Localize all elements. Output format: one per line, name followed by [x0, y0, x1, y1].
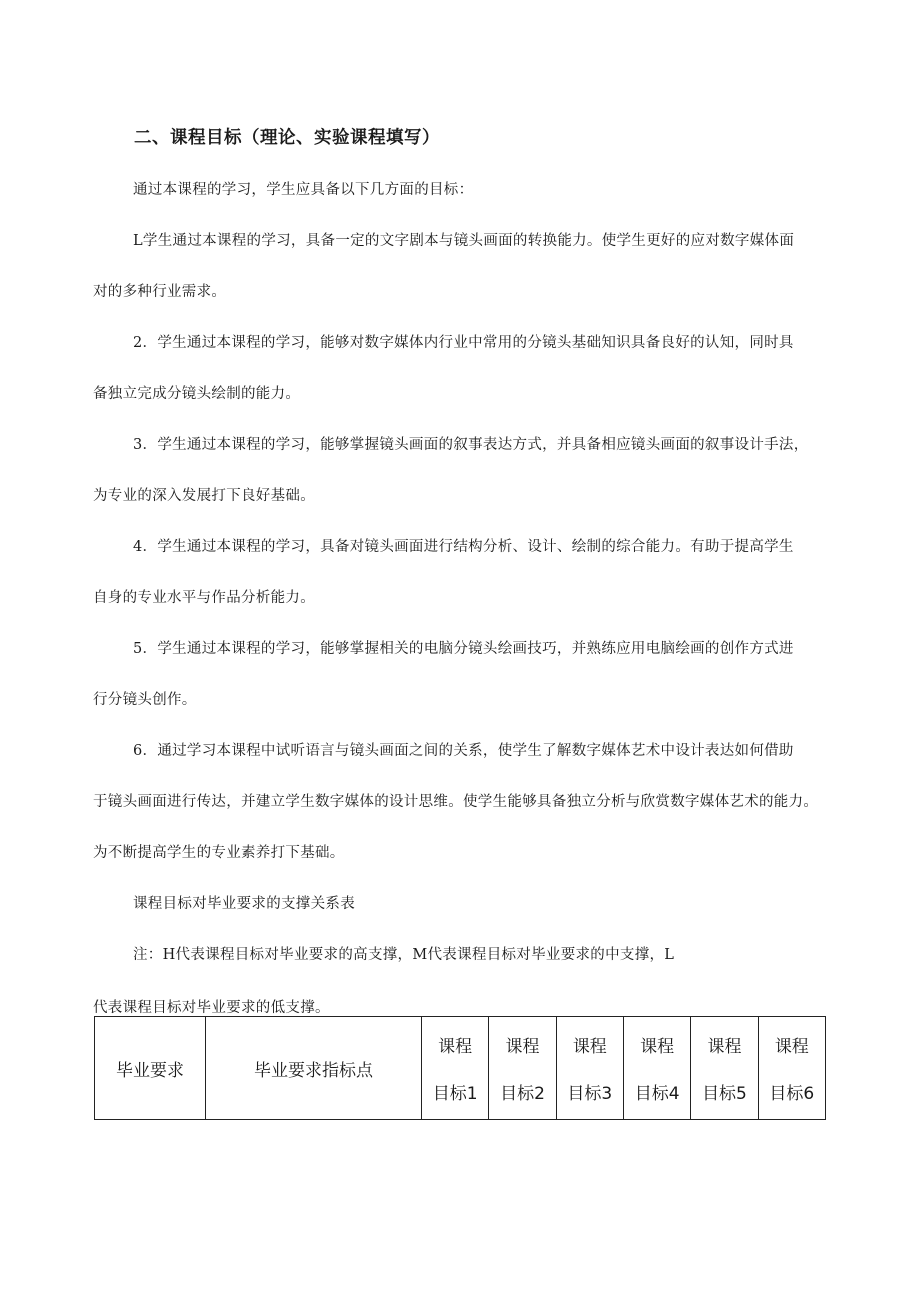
goal-2-label-bottom: 目标2 — [500, 1084, 545, 1104]
goal-2-line-2: 备独立完成分镜头绘制的能力。 — [93, 386, 301, 402]
table-header-row — [95, 1017, 826, 1120]
note-line-2: 代表课程目标对毕业要求的低支撑。 — [93, 1000, 330, 1016]
header-goal-1 — [422, 1017, 489, 1120]
goal-6-line-3: 为不断提高学生的专业素养打下基础。 — [93, 845, 345, 861]
goal-2-label-top: 课程 — [505, 1037, 540, 1057]
goal-3-label-bottom: 目标3 — [567, 1084, 613, 1104]
header-indicator: 毕业要求指标点 — [206, 1017, 422, 1120]
goal-4-line-1: 4．学生通过本课程的学习，具备对镜头画面进行结构分析、设计、绘制的综合能力。有助于提高学生 — [133, 539, 794, 555]
goal-4-line-2: 自身的专业水平与作品分析能力。 — [93, 590, 315, 606]
header-goal-3 — [556, 1017, 623, 1120]
goal-6-label-bottom: 目标6 — [769, 1084, 815, 1104]
goal-6-line-2: 于镜头画面进行传达，并建立学生数字媒体的设计思维。使学生能够具备独立分析与欣赏数字媒体艺术的能力。 — [93, 794, 819, 810]
support-table — [94, 1016, 826, 1120]
goal-1-label-bottom: 目标1 — [432, 1084, 478, 1104]
header-goal-2 — [489, 1017, 556, 1120]
goal-2-line-1: 2．学生通过本课程的学习，能够对数字媒体内行业中常用的分镜头基础知识具备良好的认知，同时具 — [133, 335, 794, 351]
goal-6-line-1: 6．通过学习本课程中试听语言与镜头画面之间的关系，使学生了解数字媒体艺术中设计表达如何借助 — [133, 743, 794, 759]
goal-1-label-top: 课程 — [438, 1037, 473, 1057]
goal-4-label-bottom: 目标4 — [634, 1084, 680, 1104]
intro-text: 通过本课程的学习，学生应具备以下几方面的目标： — [133, 182, 474, 198]
section-heading: 二、课程目标（理论、实验课程填写） — [134, 128, 440, 148]
goal-5-label-top: 课程 — [707, 1037, 742, 1057]
goal-1-line-1: L学生通过本课程的学习，具备一定的文字剧本与镜头画面的转换能力。使学生更好的应对数字媒体面 — [133, 233, 795, 249]
goal-3-line-2: 为专业的深入发展打下良好基础。 — [93, 488, 315, 504]
table-caption: 课程目标对毕业要求的支撑关系表 — [133, 896, 355, 912]
note-line-1: 注：H代表课程目标对毕业要求的高支撑，M代表课程目标对毕业要求的中支撑，L — [133, 947, 675, 963]
goal-1-line-2: 对的多种行业需求。 — [93, 284, 227, 300]
header-goal-6 — [758, 1017, 825, 1120]
header-goal-5 — [691, 1017, 758, 1120]
goal-5-line-2: 行分镜头创作。 — [93, 692, 197, 708]
goal-5-line-1: 5．学生通过本课程的学习，能够掌握相关的电脑分镜头绘画技巧，并熟练应用电脑绘画的创作方式进 — [133, 641, 794, 657]
goal-6-label-top: 课程 — [774, 1037, 809, 1057]
goal-3-label-top: 课程 — [572, 1037, 607, 1057]
header-requirement: 毕业要求 — [95, 1017, 206, 1120]
goal-5-label-bottom: 目标5 — [702, 1084, 747, 1104]
header-goal-4 — [623, 1017, 690, 1120]
goal-3-line-1: 3．学生通过本课程的学习，能够掌握镜头画面的叙事表达方式，并具备相应镜头画面的叙事设计手法， — [133, 437, 809, 453]
goal-4-label-top: 课程 — [640, 1037, 675, 1057]
